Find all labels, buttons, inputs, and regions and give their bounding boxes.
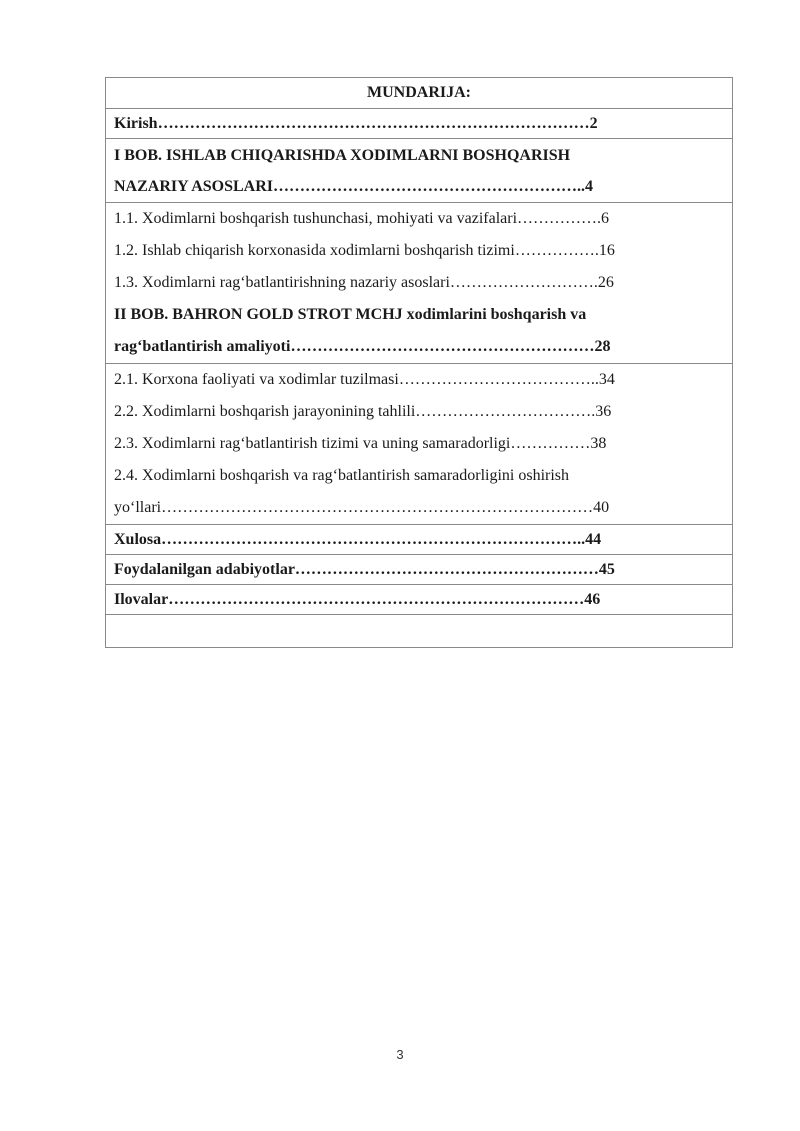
toc-chapter-2-line-2: rag‘batlantirish amaliyoti…………………………………………………28: [114, 338, 611, 355]
page-number: 3: [396, 1047, 404, 1062]
toc-chapter-1-sections: [106, 202, 732, 363]
toc-entry-conclusion: [106, 524, 732, 554]
toc-section-2-3: 2.3. Xodimlarni rag‘batlantirish tizimi va uning samaradorligi……………38: [114, 435, 607, 452]
toc-entry-references: [106, 554, 732, 584]
toc-entry-intro-text: Kirish………………………………………………………………………2: [114, 115, 598, 132]
toc-section-2-1: 2.1. Korxona faoliyati va xodimlar tuzilmasi………………………………..34: [114, 371, 615, 388]
toc-entry-appendix-text: Ilovalar……………………………………………………………………46: [114, 591, 601, 608]
toc-chapter-2-line-1: II BOB. BAHRON GOLD STROT MCHJ xodimlarini boshqarish va: [114, 306, 587, 323]
toc-section-1-3: 1.3. Xodimlarni rag‘batlantirishning nazariy asoslari……………………….26: [114, 274, 614, 291]
toc-section-2-2: 2.2. Xodimlarni boshqarish jarayonining tahlili…………………………….36: [114, 403, 612, 420]
toc-section-2-4-line-2: yo‘llari………………………………………………………………………40: [114, 499, 610, 516]
toc-section-1-2: 1.2. Ishlab chiqarish korxonasida xodimlarni boshqarish tizimi…………….16: [114, 242, 615, 259]
toc-section-1-1: 1.1. Xodimlarni boshqarish tushunchasi, mohiyati va vazifalari…………….6: [114, 210, 610, 227]
toc-section-2-4-line-1: 2.4. Xodimlarni boshqarish va rag‘batlantirish samaradorligini oshirish: [114, 467, 570, 484]
table-of-contents: [105, 77, 733, 648]
toc-entry-conclusion-text: Xulosa……………………………………………………………………..44: [114, 531, 602, 548]
toc-chapter-2-sections: [106, 363, 732, 524]
toc-entry-references-text: Foydalanilgan adabiyotlar…………………………………………………45: [114, 561, 615, 578]
toc-chapter-1-line-1: I BOB. ISHLAB CHIQARISHDA XODIMLARNI BOSHQARISH: [114, 147, 571, 164]
toc-chapter-1-line-2: NAZARIY ASOSLARI…………………………………………………..4: [114, 178, 593, 195]
toc-empty-row: [106, 614, 732, 647]
toc-entry-appendix: [106, 584, 732, 614]
toc-chapter-1: [106, 138, 732, 202]
toc-title: MUNDARIJA:: [367, 84, 471, 101]
toc-entry-intro: [106, 108, 732, 138]
